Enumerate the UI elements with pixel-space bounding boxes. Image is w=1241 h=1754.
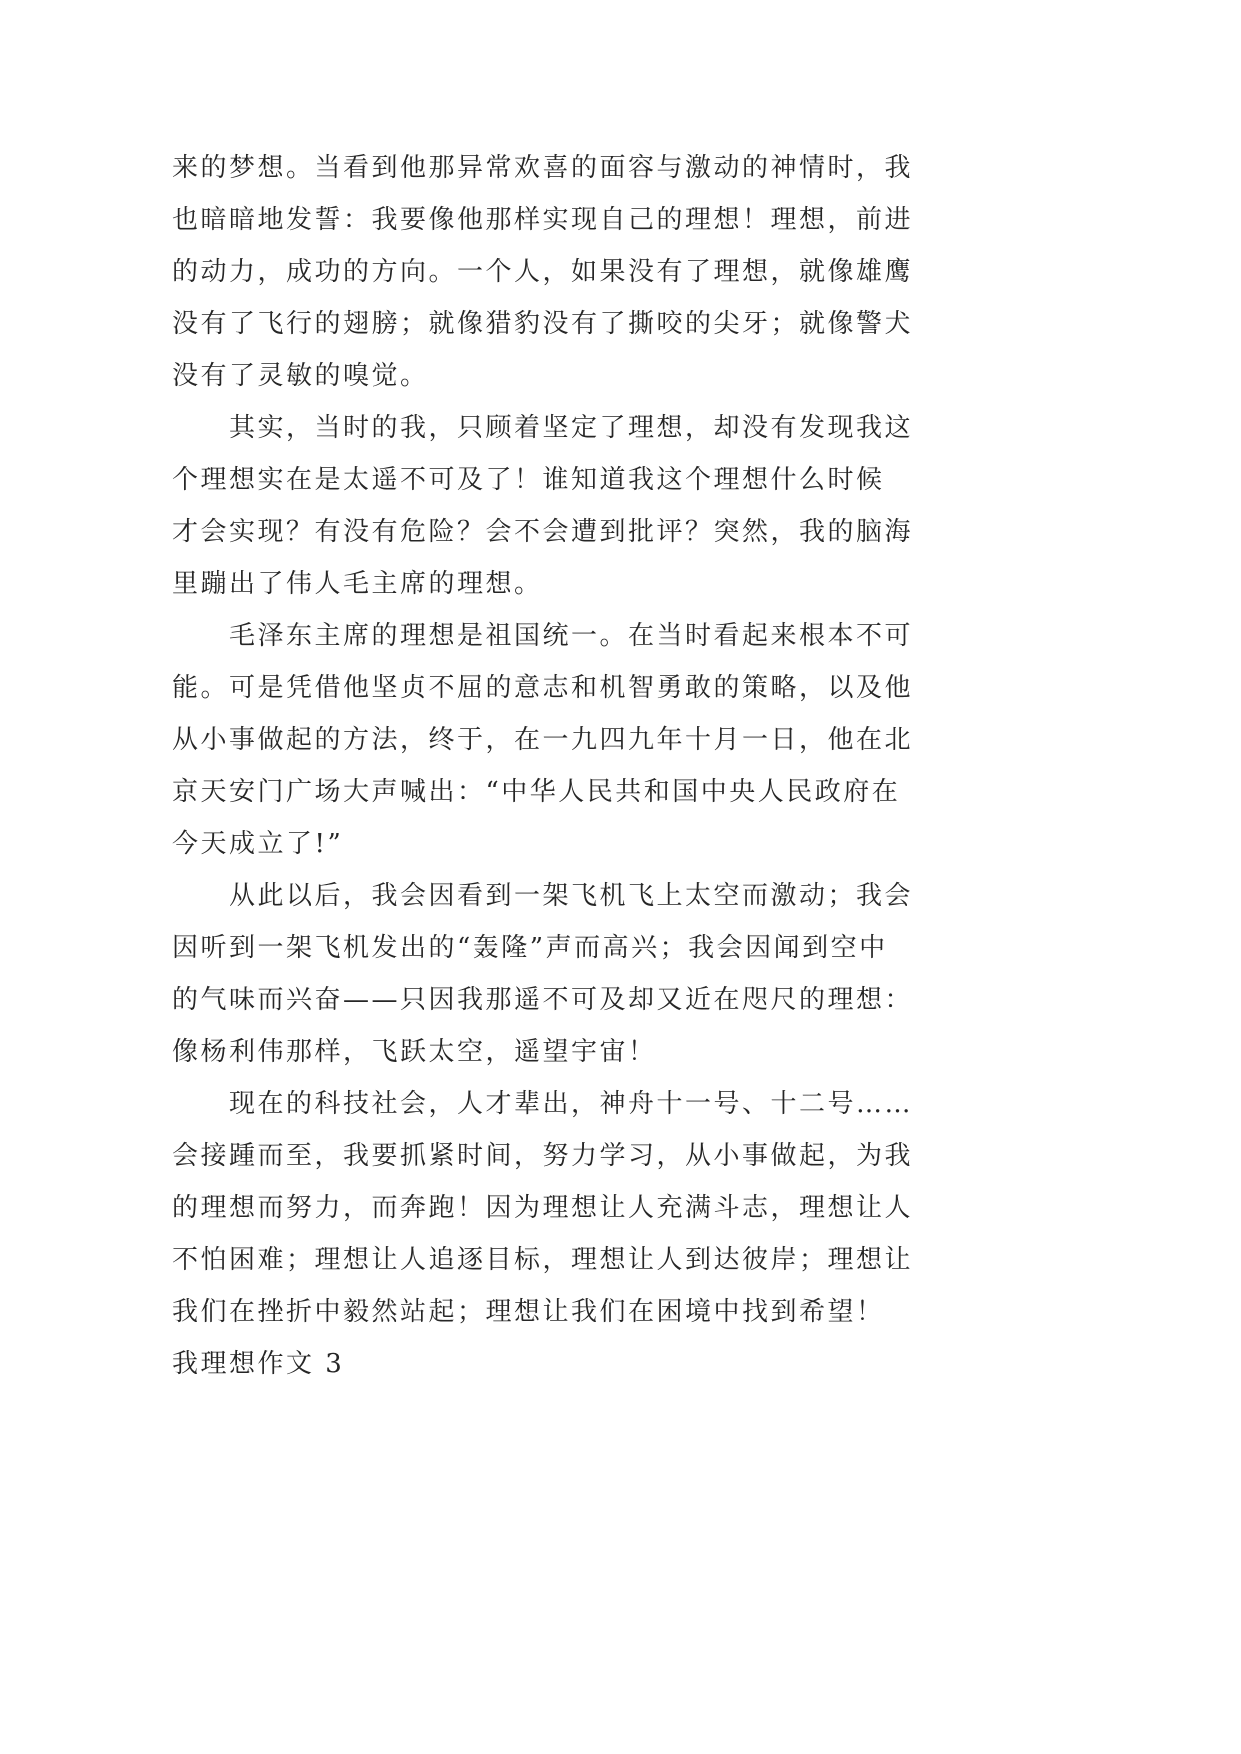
text-line: 因听到一架飞机发出的“轰隆”声而高兴；我会因闻到空中 — [172, 933, 888, 963]
paragraph — [172, 870, 951, 1078]
text-line: 京天安门广场大声喊出：“中华人民共和国中央人民政府在 — [172, 777, 901, 807]
text-line: 从小事做起的方法，终于，在一九四九年十月一日，他在北 — [172, 725, 914, 755]
text-line: 毛泽东主席的理想是祖国统一。在当时看起来根本不可 — [229, 621, 914, 651]
text-line: 的气味而兴奋——只因我那遥不可及却又近在咫尺的理想： — [172, 985, 914, 1015]
text-line: 能。可是凭借他坚贞不屈的意志和机智勇敢的策略，以及他 — [172, 673, 914, 703]
text-line: 的动力，成功的方向。一个人，如果没有了理想，就像雄鹰 — [172, 257, 914, 287]
text-line: 现在的科技社会，人才辈出，神舟十一号、十二号…… — [229, 1089, 914, 1119]
paragraph — [172, 1078, 951, 1338]
text-line: 来的梦想。当看到他那异常欢喜的面容与激动的神情时，我 — [172, 153, 914, 183]
text-line: 从此以后，我会因看到一架飞机飞上太空而激动；我会 — [229, 881, 914, 911]
text-line: 其实，当时的我，只顾着坚定了理想，却没有发现我这 — [229, 413, 914, 443]
section-heading: 我理想作文 3 — [172, 1349, 345, 1379]
paragraph — [172, 402, 951, 610]
text-line: 的理想而努力，而奔跑！因为理想让人充满斗志，理想让人 — [172, 1193, 914, 1223]
text-line: 像杨利伟那样，飞跃太空，遥望宇宙！ — [172, 1037, 657, 1067]
text-line: 里蹦出了伟人毛主席的理想。 — [172, 569, 543, 599]
text-line: 会接踵而至，我要抓紧时间，努力学习，从小事做起，为我 — [172, 1141, 914, 1171]
text-line: 没有了灵敏的嗅觉。 — [172, 361, 429, 391]
text-line: 才会实现？有没有危险？会不会遭到批评？突然，我的脑海 — [172, 517, 914, 547]
text-line: 个理想实在是太遥不可及了！谁知道我这个理想什么时候 — [172, 465, 885, 495]
paragraph — [172, 142, 951, 402]
text-line: 今天成立了!” — [172, 829, 344, 859]
text-line: 我们在挫折中毅然站起；理想让我们在困境中找到希望！ — [172, 1297, 885, 1327]
text-line: 也暗暗地发誓：我要像他那样实现自己的理想！理想，前进 — [172, 205, 914, 235]
text-line: 没有了飞行的翅膀；就像猎豹没有了撕咬的尖牙；就像警犬 — [172, 309, 914, 339]
text-line: 不怕困难；理想让人追逐目标，理想让人到达彼岸；理想让 — [172, 1245, 914, 1275]
paragraph — [172, 610, 951, 870]
